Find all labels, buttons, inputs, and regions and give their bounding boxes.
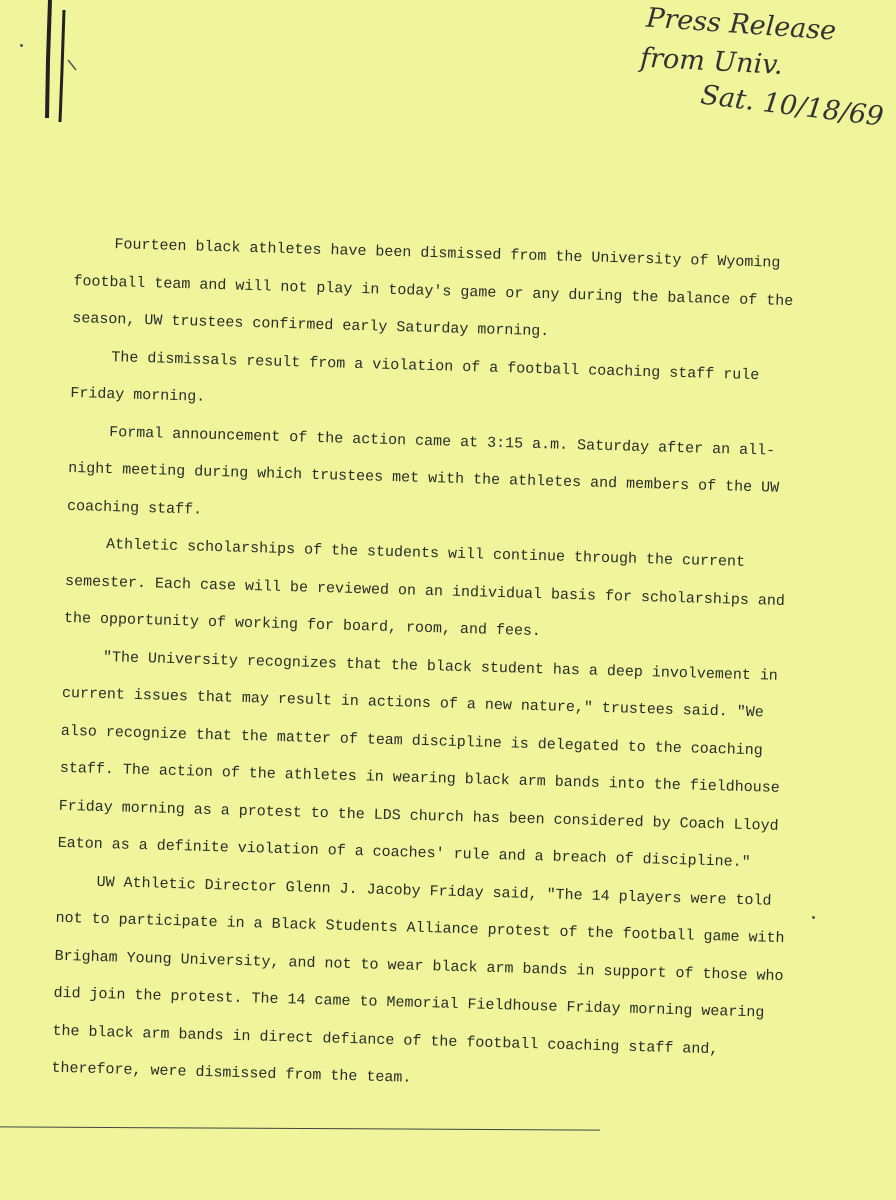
ink-scribble-mark xyxy=(40,0,80,130)
annotation-line-2: from Univ. xyxy=(639,42,784,81)
paragraph-4: Athletic scholarships of the students will continue through the current semester. Each case will be reviewed on an individual basis for scholarships and the opportunity of working for board, room, and fees. xyxy=(63,535,786,641)
page-bottom-rule xyxy=(0,1126,600,1130)
paragraph-1: Fourteen black athletes have been dismissed from the University of Wyoming football team and will not play in today's game or any during the balance of the season, UW trustees confirmed early Saturday morning. xyxy=(72,236,794,341)
paper-speck xyxy=(812,916,815,919)
press-release-body xyxy=(51,225,815,1108)
paper-speck xyxy=(20,44,23,47)
paragraph-5: "The University recognizes that the black student has a deep involvement in current issues that may result in actions of a new nature," trustees said. "We also recognize that the matter of team discipline is delegated to the coaching staff. The action of the athletes in wearing black arm bands into the fieldhouse Friday morning as a protest to the LDS church has been considered by Coach Lloyd Eaton as a definite violation of a coaches' rule and a breach of discipline." xyxy=(57,648,780,872)
handwritten-annotation xyxy=(639,2,890,133)
paragraph-2: The dismissals result from a violation of a football coaching staff rule Friday morning. xyxy=(70,348,760,406)
paragraph-6: UW Athletic Director Glenn J. Jacoby Friday said, "The 14 players were told not to participate in a Black Students Alliance protest of the football game with Brigham Young University, and not to wear black arm bands in support of those who did join the protest. The 14 came to Memorial Fieldhouse Friday morning wearing the black arm bands in direct defiance of the football coaching staff and, therefore, were dismissed from the team. xyxy=(51,873,785,1087)
paragraph-3: Formal announcement of the action came at 3:15 a.m. Saturday after an all-night meeting during which trustees met with the athletes and members of the UW coaching staff. xyxy=(66,423,780,519)
annotation-line-3: Sat. 10/18/69 xyxy=(698,79,886,133)
annotation-line-1: Press Release xyxy=(645,2,838,47)
